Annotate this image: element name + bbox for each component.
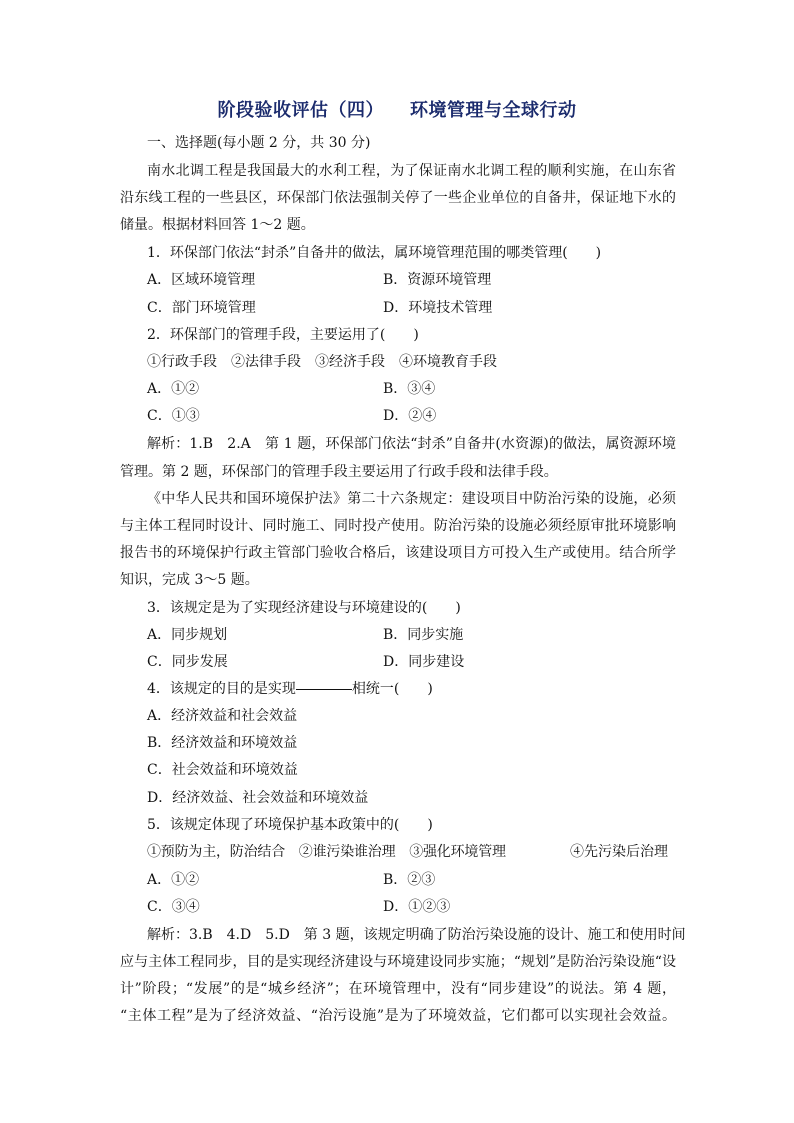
page-title (0, 96, 794, 122)
q2-option-b: B．③④ (383, 381, 436, 397)
q2-stem: 2．环保部门的管理手段，主要运用了( ) (147, 327, 419, 343)
q4-option-d: D．经济效益、社会效益和环境效益 (147, 790, 369, 806)
analysis1-line1: 解析：1.B 2.A 第 1 题，环保部门依法“封杀”自备井(水资源)的做法，属资源环境 (147, 436, 676, 452)
section-heading: 一、选择题(每小题 2 分，共 30 分) (147, 135, 371, 151)
passage2-line4: 知识，完成 3～5 题。 (120, 572, 259, 588)
q3-option-a: A．同步规划 (147, 627, 228, 643)
q4-option-b: B．经济效益和环境效益 (147, 735, 298, 751)
q5-option-c: C．③④ (147, 899, 200, 915)
analysis2-line2: 应与主体工程同步，目的是实现经济建设与环境建设同步实施；“规划”是防治污染设施“设 (120, 954, 676, 970)
q3-option-d: D．同步建设 (383, 654, 465, 670)
q1-stem: 1．环保部门依法“封杀”自备井的做法，属环境管理范围的哪类管理( ) (147, 245, 602, 261)
q5-stem: 5．该规定体现了环境保护基本政策中的( ) (147, 817, 433, 833)
q2-option-d: D．②④ (383, 408, 437, 424)
q5-items-a: ①预防为主，防治结合 ②谁污染谁治理 ③强化环境管理 (147, 844, 506, 860)
analysis1-line2: 管理。第 2 题，环保部门的管理手段主要运用了行政手段和法律手段。 (120, 464, 558, 480)
q1-option-a: A．区域环境管理 (147, 272, 256, 288)
q5-option-b: B．②③ (383, 872, 436, 888)
q1-option-d: D．环境技术管理 (383, 300, 493, 316)
q3-option-c: C．同步发展 (147, 654, 228, 670)
title-part-1: 阶段验收评估（四） (217, 100, 384, 121)
q1-option-c: C．部门环境管理 (147, 300, 256, 316)
analysis2-line4: “主体工程”是为了经济效益、“治污设施”是为了环境效益，它们都可以实现社会效益。 (120, 1008, 676, 1024)
q1-option-b: B．资源环境管理 (383, 272, 492, 288)
q3-option-b: B．同步实施 (383, 627, 464, 643)
q4-blank (296, 689, 352, 690)
title-part-2: 环境管理与全球行动 (410, 100, 577, 121)
analysis2-line1: 解析：3.B 4.D 5.D 第 3 题，该规定明确了防治污染设施的设计、施工和使用时间 (147, 927, 686, 943)
passage2-line1: 《中华人民共和国环境保护法》第二十六条规定：建设项目中防治污染的设施，必须 (147, 491, 676, 507)
q2-option-c: C．①③ (147, 408, 200, 424)
q4-option-c: C．社会效益和环境效益 (147, 762, 298, 778)
passage1-line3: 储量。根据材料回答 1～2 题。 (120, 217, 315, 233)
q2-items: ①行政手段 ②法律手段 ③经济手段 ④环境教育手段 (147, 354, 497, 370)
q5-option-a: A．①② (147, 872, 200, 888)
q2-option-a: A．①② (147, 381, 200, 397)
q5-option-d: D．①②③ (383, 899, 451, 915)
q4-stem-post: 相统一( ) (351, 681, 433, 697)
passage2-line2: 与主体工程同时设计、同时施工、同时投产使用。防治污染的设施必须经原审批环境影响 (120, 518, 676, 534)
passage1-line2: 沿东线工程的一些县区，环保部门依法强制关停了一些企业单位的自备井，保证地下水的 (120, 190, 676, 206)
q5-items-b: ④先污染后治理 (570, 844, 668, 860)
q3-stem: 3．该规定是为了实现经济建设与环境建设的( ) (147, 600, 461, 616)
passage2-line3: 报告书的环境保护行政主管部门验收合格后，该建设项目方可投入生产或使用。结合所学 (120, 545, 676, 561)
q4-stem-pre: 4．该规定的目的是实现 (147, 681, 296, 697)
analysis2-line3: 计”阶段；“发展”的是“城乡经济”；在环境管理中，没有“同步建设”的说法。第 4 题， (120, 981, 676, 997)
q4-option-a: A．经济效益和社会效益 (147, 708, 298, 724)
q4-stem (147, 679, 433, 699)
passage1-line1: 南水北调工程是我国最大的水利工程，为了保证南水北调工程的顺利实施，在山东省 (147, 163, 676, 179)
